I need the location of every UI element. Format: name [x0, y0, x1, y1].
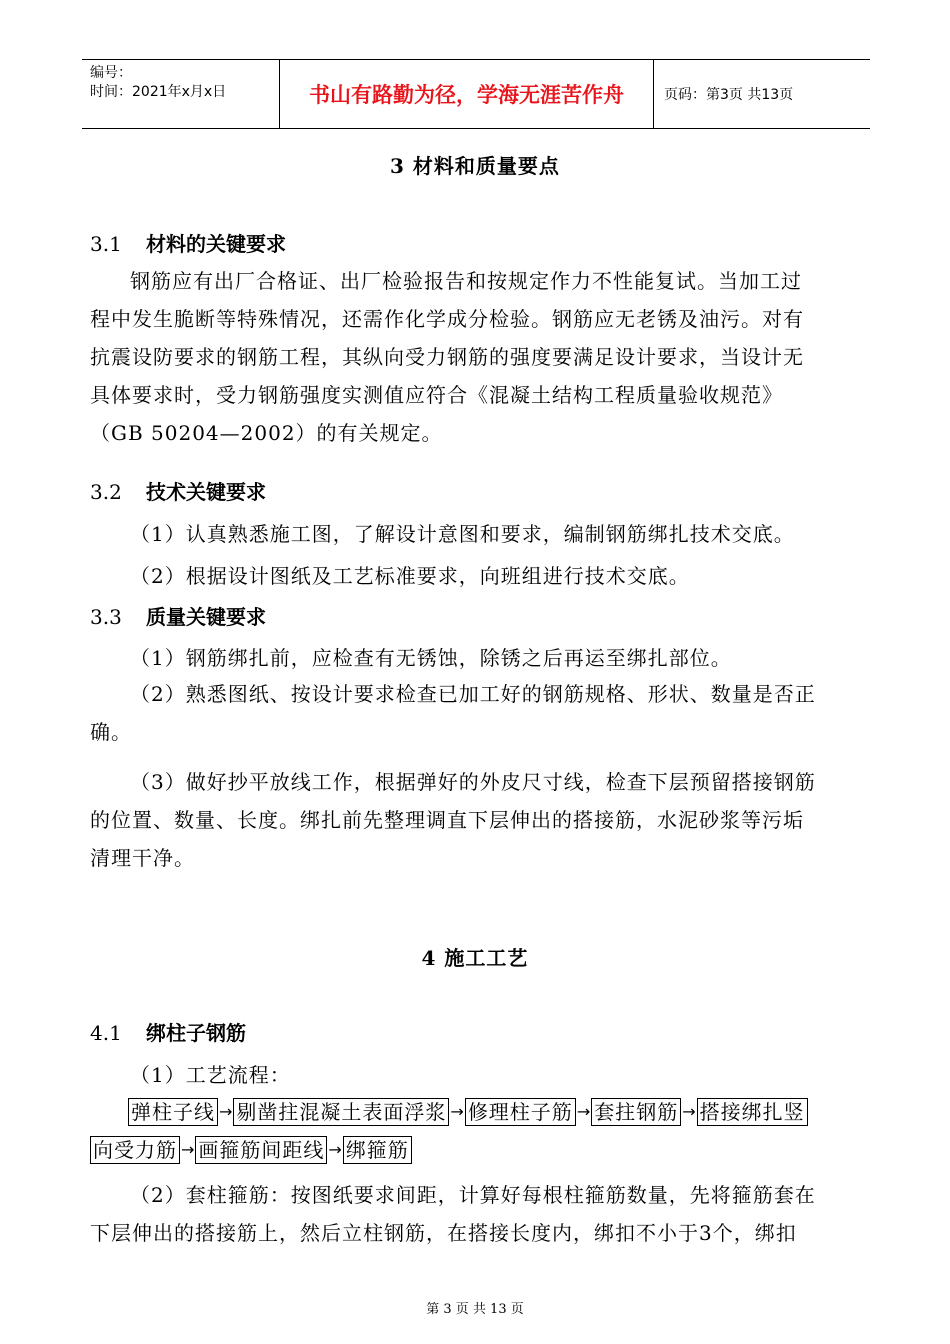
flow-step: 弹柱子线: [128, 1098, 218, 1126]
arrow-right-icon: →: [181, 1140, 195, 1159]
page-footer: 第 3 页 共 13 页: [426, 1302, 524, 1317]
arrow-right-icon: →: [450, 1102, 464, 1121]
header-motto: 书山有路勤为径，学海无涯苦作舟: [280, 60, 654, 128]
paragraph-4-1-2: [90, 1176, 858, 1252]
flow-step: 绑箍筋: [343, 1136, 412, 1164]
time-label: 时间：2021年x月x日: [90, 84, 227, 100]
flow-row: [90, 1093, 870, 1131]
paragraph-3-3-3: [90, 763, 858, 877]
paragraph-line: 钢筋应有出厂合格证、出厂检验报告和按规定作力不性能复试。当加工过: [130, 269, 802, 293]
list-item: （2）根据设计图纸及工艺标准要求，向班组进行技术交底。: [130, 564, 690, 588]
paragraph-line: （GB 50204—2002）的有关规定。: [90, 421, 443, 445]
paragraph-line: 具体要求时，受力钢筋强度实测值应符合《混凝土结构工程质量验收规范》: [90, 383, 783, 407]
list-item: （1）认真熟悉施工图，了解设计意图和要求，编制钢筋绑扎技术交底。: [130, 522, 795, 546]
paragraph-3-3-2: [90, 675, 858, 751]
flow-step: 向受力筋: [90, 1136, 180, 1164]
heading-4-1-text: 绑柱子钢筋: [146, 1021, 246, 1045]
flow-step: 画箍筋间距线: [195, 1136, 327, 1164]
heading-3-1-text: 材料的关键要求: [146, 232, 286, 256]
heading-3-1-number: 3.1: [90, 232, 122, 256]
paragraph-line: （2）熟悉图纸、按设计要求检查已加工好的钢筋规格、形状、数量是否正: [130, 682, 816, 706]
paragraph-line: 程中发生脆断等特殊情况，还需作化学成分检验。钢筋应无老锈及油污。对有: [90, 307, 804, 331]
paragraph-line: （2）套柱箍筋：按图纸要求间距，计算好每根柱箍筋数量，先将箍筋套在: [130, 1183, 816, 1207]
header-page-label: 页码：第3页 共13页: [664, 87, 794, 103]
flow-step: 剔凿拄混凝土表面浮浆: [233, 1098, 449, 1126]
page-header: [82, 59, 870, 129]
number-label: 编号：: [90, 65, 132, 81]
section-4-title: 4 施工工艺: [421, 946, 529, 970]
arrow-right-icon: →: [219, 1102, 233, 1121]
paragraph-line: （3）做好抄平放线工作，根据弹好的外皮尺寸线，检查下层预留搭接钢筋: [130, 770, 816, 794]
heading-3-2-number: 3.2: [90, 480, 122, 504]
heading-3-3-number: 3.3: [90, 605, 122, 629]
flow-step: 搭接绑扎竖: [697, 1098, 808, 1126]
arrow-right-icon: →: [576, 1102, 591, 1121]
paragraph-line: 清理干净。: [90, 846, 195, 870]
arrow-right-icon: →: [682, 1102, 696, 1121]
flow-step: 修理柱子筋: [465, 1098, 576, 1126]
paragraph-line: 下层伸出的搭接筋上，然后立柱钢筋，在搭接长度内，绑扣不小于3个，绑扣: [90, 1221, 797, 1245]
header-meta: [82, 60, 280, 128]
flow-label: （1）工艺流程：: [130, 1063, 291, 1087]
process-flow: [90, 1093, 870, 1169]
flow-row: [90, 1131, 870, 1169]
paragraph-line: 确。: [90, 720, 132, 744]
flow-step: 套拄钢筋: [591, 1098, 681, 1126]
heading-3-2: [90, 476, 266, 505]
heading-4-1-number: 4.1: [90, 1021, 122, 1045]
list-item: （1）钢筋绑扎前，应检查有无锈蚀，除锈之后再运至绑扎部位。: [130, 646, 732, 670]
paragraph-line: 抗震设防要求的钢筋工程，其纵向受力钢筋的强度要满足设计要求，当设计无: [90, 345, 804, 369]
section-3-title: 3 材料和质量要点: [390, 154, 560, 178]
heading-3-2-text: 技术关键要求: [146, 480, 266, 504]
paragraph-3-1: [90, 262, 858, 452]
heading-3-3-text: 质量关键要求: [146, 605, 266, 629]
heading-4-1: [90, 1017, 246, 1046]
arrow-right-icon: →: [328, 1140, 342, 1159]
paragraph-line: 的位置、数量、长度。绑扎前先整理调直下层伸出的搭接筋，水泥砂浆等污垢: [90, 808, 804, 832]
heading-3-1: [90, 228, 286, 257]
heading-3-3: [90, 601, 266, 630]
